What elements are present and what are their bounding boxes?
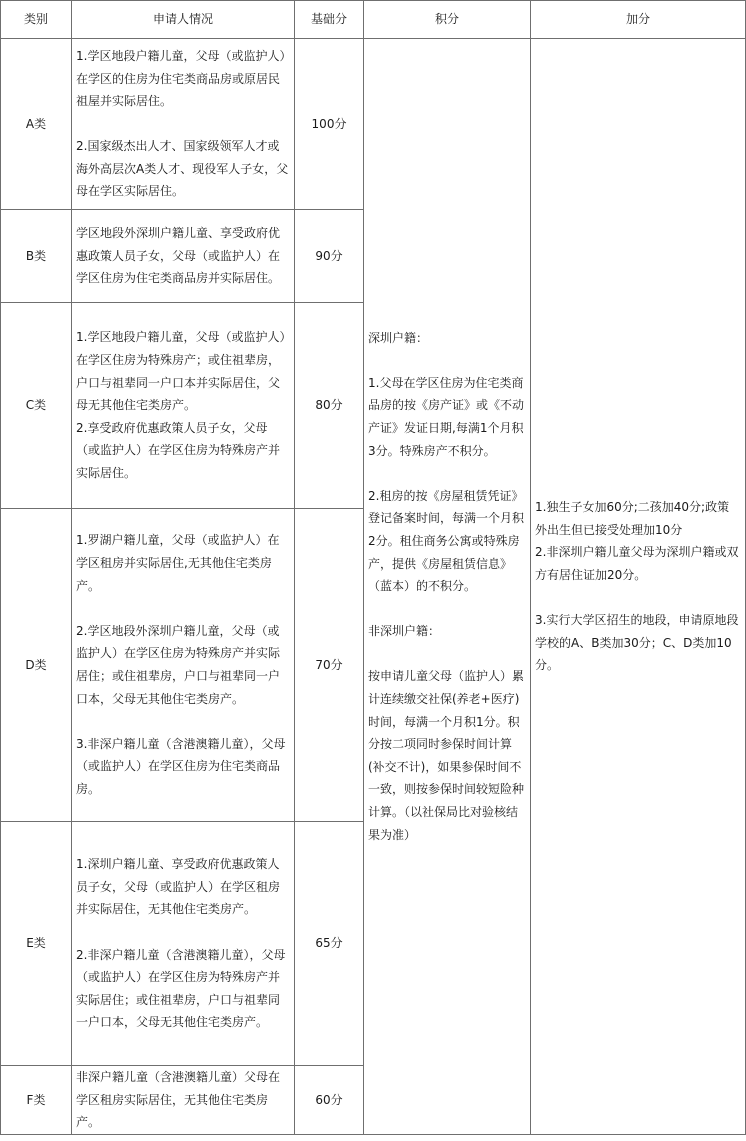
table-row — [1, 39, 746, 210]
applicant-condition-cell: 非深户籍儿童（含港澳籍儿童）父母在学区租房实际居住，无其他住宅类房产。 — [72, 1066, 295, 1135]
bonus-rules-cell: 1.独生子女加60分;二孩加40分;政策外出生但已接受处理加10分 2.非深圳户籍儿童父母为深圳户籍或双方有居住证加20分。 3.实行大学区招生的地段，申请原地段学校的A、B类加30分；C、D类加10分。 — [531, 39, 746, 1135]
points-rules-cell: 深圳户籍： 1.父母在学区住房为住宅类商品房的按《房产证》或《不动产证》发证日期,每满1个月积3分。特殊房产不积分。 2.租房的按《房屋租赁凭证》登记备案时间，每满一个月积2分。租住商务公寓或特殊房产，提供《房屋租赁信息》（蓝本）的不积分。 非深圳户籍： 按申请儿童父母（监护人）累计连续缴交社保(养老+医疗)时间，每满一个月积1分。积分按二项同时参保时间计算(补交不计)，如果参保时间不一致，则按参保时间较短险种计算。（以社保局比对验核结果为准） — [364, 39, 531, 1135]
header-row — [1, 1, 746, 39]
header-category: 类别 — [1, 1, 72, 39]
applicant-condition-cell: 1.学区地段户籍儿童，父母（或监护人）在学区的住房为住宅类商品房或原居民祖屋并实际居住。 2.国家级杰出人才、国家级领军人才或海外高层次A类人才、现役军人子女，父母在学区实际居住。 — [72, 39, 295, 210]
header-bonus: 加分 — [531, 1, 746, 39]
base-score-cell: 80分 — [295, 303, 364, 509]
header-points: 积分 — [364, 1, 531, 39]
category-cell: C类 — [1, 303, 72, 509]
category-cell: E类 — [1, 822, 72, 1066]
applicant-condition-cell: 1.学区地段户籍儿童，父母（或监护人）在学区住房为特殊房产；或住祖辈房，户口与祖辈同一户口本并实际居住，父母无其他住宅类房产。 2.享受政府优惠政策人员子女，父母（或监护人）在学区住房为特殊房产并实际居住。 — [72, 303, 295, 509]
category-cell: B类 — [1, 210, 72, 303]
category-cell: A类 — [1, 39, 72, 210]
base-score-cell: 65分 — [295, 822, 364, 1066]
base-score-cell: 60分 — [295, 1066, 364, 1135]
base-score-cell: 100分 — [295, 39, 364, 210]
applicant-condition-cell: 1.罗湖户籍儿童，父母（或监护人）在学区租房并实际居住,无其他住宅类房产。 2.学区地段外深圳户籍儿童，父母（或监护人）在学区住房为特殊房产并实际居住；或住祖辈房，户口与祖辈同一户口本，父母无其他住宅类房产。 3.非深户籍儿童（含港澳籍儿童），父母（或监护人）在学区住房为住宅类商品房。 — [72, 509, 295, 822]
base-score-cell: 90分 — [295, 210, 364, 303]
category-cell: F类 — [1, 1066, 72, 1135]
applicant-condition-cell: 学区地段外深圳户籍儿童、享受政府优惠政策人员子女，父母（或监护人）在学区住房为住宅类商品房并实际居住。 — [72, 210, 295, 303]
base-score-cell: 70分 — [295, 509, 364, 822]
header-applicant: 申请人情况 — [72, 1, 295, 39]
category-cell: D类 — [1, 509, 72, 822]
header-base-score: 基础分 — [295, 1, 364, 39]
applicant-condition-cell: 1.深圳户籍儿童、享受政府优惠政策人员子女，父母（或监护人）在学区租房并实际居住，无其他住宅类房产。 2.非深户籍儿童（含港澳籍儿童），父母（或监护人）在学区住房为特殊房产并实际居住；或住祖辈房，户口与祖辈同一户口本，父母无其他住宅类房产。 — [72, 822, 295, 1066]
